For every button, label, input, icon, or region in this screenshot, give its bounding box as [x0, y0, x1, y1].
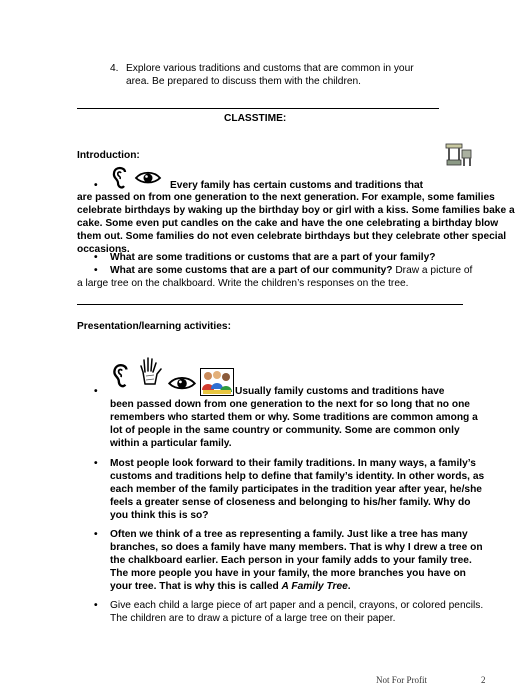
bullet: •	[94, 252, 98, 263]
intro-paragraph: are passed on from one generation to the next generation. For example, some families celebrate birthdays by waking up the birthday boy or girl with a kiss. Some families bake a cake. Some even put candles on the cake and have the one celebrating a birthday blow them out. Some families do not even celebrate birthdays but they celebrate other special occasions.	[77, 192, 515, 255]
presentation-item-3	[110, 528, 490, 593]
intro-paragraph-first-line: Every family has certain customs and traditions that	[170, 180, 424, 191]
group-icon	[200, 368, 234, 396]
prep-item-line1: Explore various traditions and customs that are common in your	[126, 63, 414, 74]
eye-icon	[167, 375, 197, 392]
bullet: •	[94, 386, 98, 397]
page-number: 2	[481, 675, 486, 685]
divider-top	[77, 108, 439, 109]
bullet: •	[94, 600, 98, 611]
bullet: •	[94, 180, 98, 191]
intro-question-1: What are some traditions or customs that are a part of your family?	[110, 252, 436, 263]
bullet: •	[94, 265, 98, 276]
divider-middle	[77, 304, 463, 305]
presentation-item-3-italic: A Family Tree	[281, 581, 348, 592]
presentation-item-1-first-line: Usually family customs and traditions have	[235, 386, 445, 397]
eye-icon	[134, 170, 162, 186]
ear-icon	[110, 362, 132, 390]
ear-icon	[110, 165, 130, 191]
presentation-heading: Presentation/learning activities:	[77, 321, 231, 332]
prep-item-line2: area. Be prepared to discuss them with the children.	[126, 76, 362, 87]
bullet: •	[94, 458, 98, 469]
intro-question-2-line2: a large tree on the chalkboard. Write the children’s responses on the tree.	[77, 278, 409, 289]
presentation-item-2: Most people look forward to their family traditions. In many ways, a family’s customs and traditions help to define that family’s identity. In other words, as each member of the family participates in the tradition year after year, he/she feels a greater sense of closeness and belonging to his/her family. Why do you think this is so?	[110, 458, 485, 521]
intro-question-2-bold: What are some customs that are a part of our community?	[110, 265, 393, 276]
bullet: •	[94, 529, 98, 540]
intro-question-2-rest: Draw a picture of	[392, 265, 473, 276]
intro-question-2	[110, 264, 472, 277]
hand-icon	[139, 356, 163, 386]
classtime-heading: CLASSTIME:	[224, 113, 287, 124]
desk-icon	[444, 138, 474, 168]
prep-item-number: 4.	[110, 63, 119, 74]
introduction-heading: Introduction:	[77, 150, 140, 161]
footer-text: Not For Profit	[376, 675, 428, 685]
presentation-item-4: Give each child a large piece of art paper and a pencil, crayons, or colored pencils. The children are to draw a picture of a large tree on their paper.	[110, 600, 484, 624]
presentation-item-1: been passed down from one generation to the next for so long that no one remembers who started them or why. Some traditions are common among a lot of people in the same country or community. Some are common only within a particular family.	[110, 399, 478, 449]
presentation-item-3-text: Often we think of a tree as representing a family. Just like a tree has many branches, so does a family have many members. That is why I drew a tree on the chalkboard earlier. Each person in your family adds to your family tree. The more people you have in your family, the more branches you have on your tree. That is why this is called	[110, 529, 483, 592]
presentation-item-3-end: .	[347, 581, 351, 592]
